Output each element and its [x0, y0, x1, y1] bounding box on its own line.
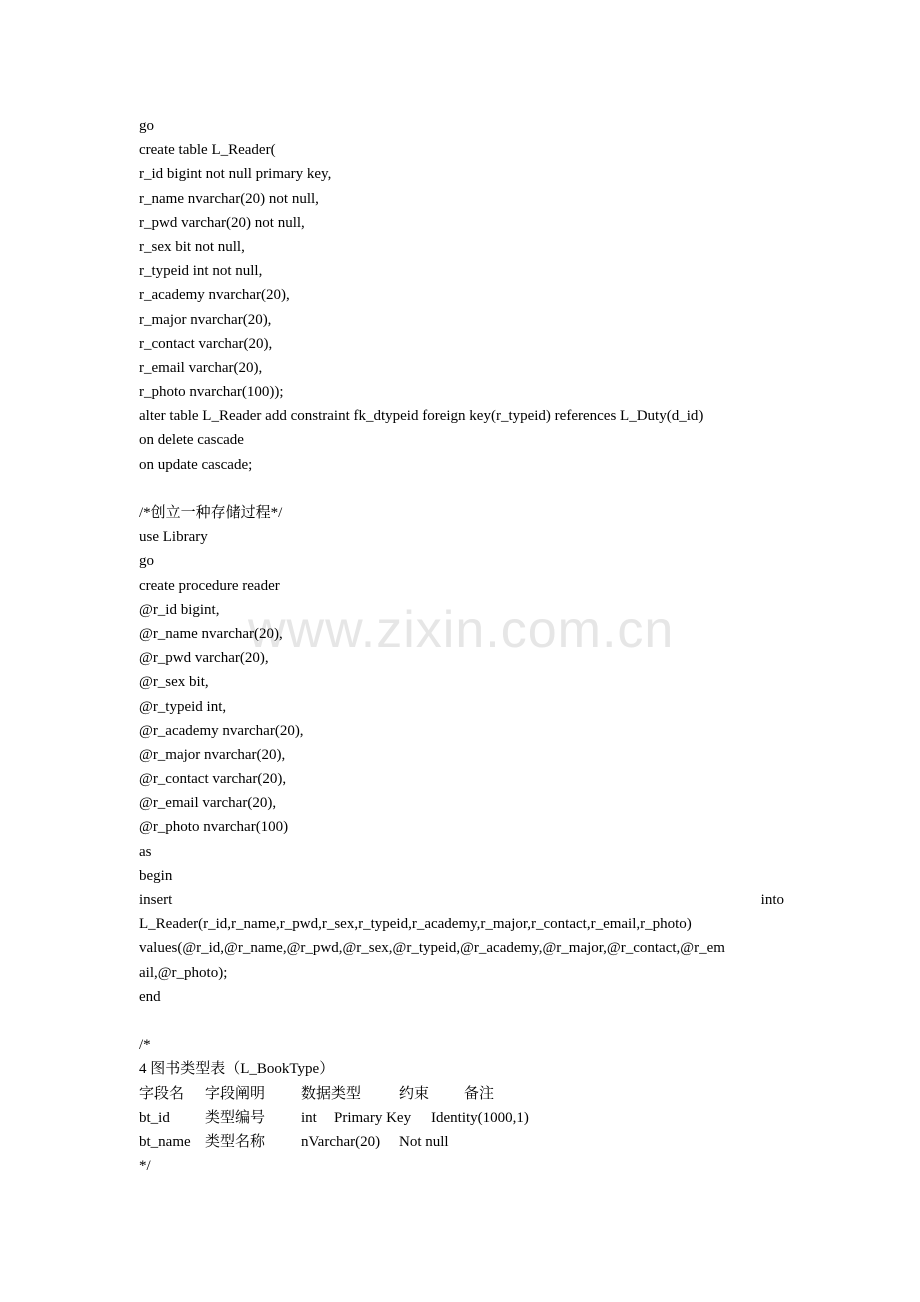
- blank-line: [139, 477, 784, 501]
- table-header-cell: 备注: [464, 1085, 495, 1102]
- code-line: @r_id bigint,: [139, 601, 220, 618]
- table-header-cell: 字段名: [139, 1085, 185, 1102]
- table-title: 4 图书类型表（L_BookType）: [139, 1061, 335, 1078]
- code-line: begin: [139, 867, 173, 884]
- code-line: end: [139, 988, 161, 1005]
- into-keyword: into: [760, 892, 784, 908]
- blank-line: [139, 1009, 784, 1033]
- code-line: go: [139, 553, 154, 570]
- code-line: r_contact varchar(20),: [139, 335, 273, 352]
- code-line: r_photo nvarchar(100));: [139, 384, 284, 401]
- code-line: r_id bigint not null primary key,: [139, 166, 332, 183]
- code-line: r_pwd varchar(20) not null,: [139, 214, 305, 231]
- table-cell: bt_id: [139, 1109, 170, 1126]
- table-header-cell: 约束: [399, 1085, 430, 1102]
- table-row: [139, 1106, 784, 1130]
- code-line: ail,@r_photo);: [139, 964, 228, 981]
- insert-into-line: [139, 888, 784, 912]
- code-line: r_name nvarchar(20) not null,: [139, 190, 319, 207]
- table-header-cell: 字段阐明: [205, 1085, 266, 1102]
- code-line: r_sex bit not null,: [139, 238, 245, 255]
- table-cell: 类型名称: [205, 1133, 266, 1150]
- code-line: @r_photo nvarchar(100): [139, 819, 289, 836]
- table-cell: int: [301, 1109, 317, 1126]
- code-line: create table L_Reader(: [139, 142, 276, 159]
- code-line: @r_academy nvarchar(20),: [139, 722, 304, 739]
- table-cell: Primary Key: [334, 1109, 412, 1126]
- table-row: [139, 1130, 784, 1154]
- table-cell: bt_name: [139, 1133, 191, 1150]
- code-line: go: [139, 118, 154, 134]
- code-line: as: [139, 843, 152, 860]
- code-line: @r_typeid int,: [139, 698, 227, 715]
- comment-close: */: [139, 1158, 151, 1175]
- code-line: create procedure reader: [139, 577, 280, 594]
- document-body: [139, 114, 784, 1178]
- table-cell: nVarchar(20): [301, 1133, 381, 1150]
- table-cell: Identity(1000,1): [431, 1109, 529, 1126]
- code-line: @r_pwd varchar(20),: [139, 650, 269, 667]
- code-line: @r_major nvarchar(20),: [139, 746, 286, 763]
- code-line: alter table L_Reader add constraint fk_dtypeid foreign key(r_typeid) references L_Duty(d_id): [139, 408, 704, 425]
- code-line: @r_contact varchar(20),: [139, 771, 287, 788]
- code-line: r_major nvarchar(20),: [139, 311, 272, 328]
- insert-keyword: insert: [139, 892, 173, 908]
- watermark: www.zixin.com.cn: [248, 601, 675, 659]
- comment-line: /*创立一种存储过程*/: [139, 505, 283, 521]
- code-line: @r_email varchar(20),: [139, 795, 277, 812]
- table-header-row: [139, 1082, 784, 1106]
- table-cell: 类型编号: [205, 1109, 266, 1126]
- code-line: r_academy nvarchar(20),: [139, 287, 290, 304]
- code-line: on update cascade;: [139, 456, 253, 473]
- code-line: r_email varchar(20),: [139, 359, 263, 376]
- code-line: use Library: [139, 529, 208, 546]
- code-line: L_Reader(r_id,r_name,r_pwd,r_sex,r_typeid,r_academy,r_major,r_contact,r_email,r_photo): [139, 916, 692, 933]
- code-line: r_typeid int not null,: [139, 263, 263, 280]
- table-cell: Not null: [399, 1133, 449, 1150]
- table-header-cell: 数据类型: [301, 1085, 362, 1102]
- code-line: @r_name nvarchar(20),: [139, 625, 283, 642]
- comment-open: /*: [139, 1037, 151, 1054]
- code-line: @r_sex bit,: [139, 674, 209, 691]
- code-line: on delete cascade: [139, 432, 244, 449]
- code-line: values(@r_id,@r_name,@r_pwd,@r_sex,@r_typeid,@r_academy,@r_major,@r_contact,@r_em: [139, 940, 725, 957]
